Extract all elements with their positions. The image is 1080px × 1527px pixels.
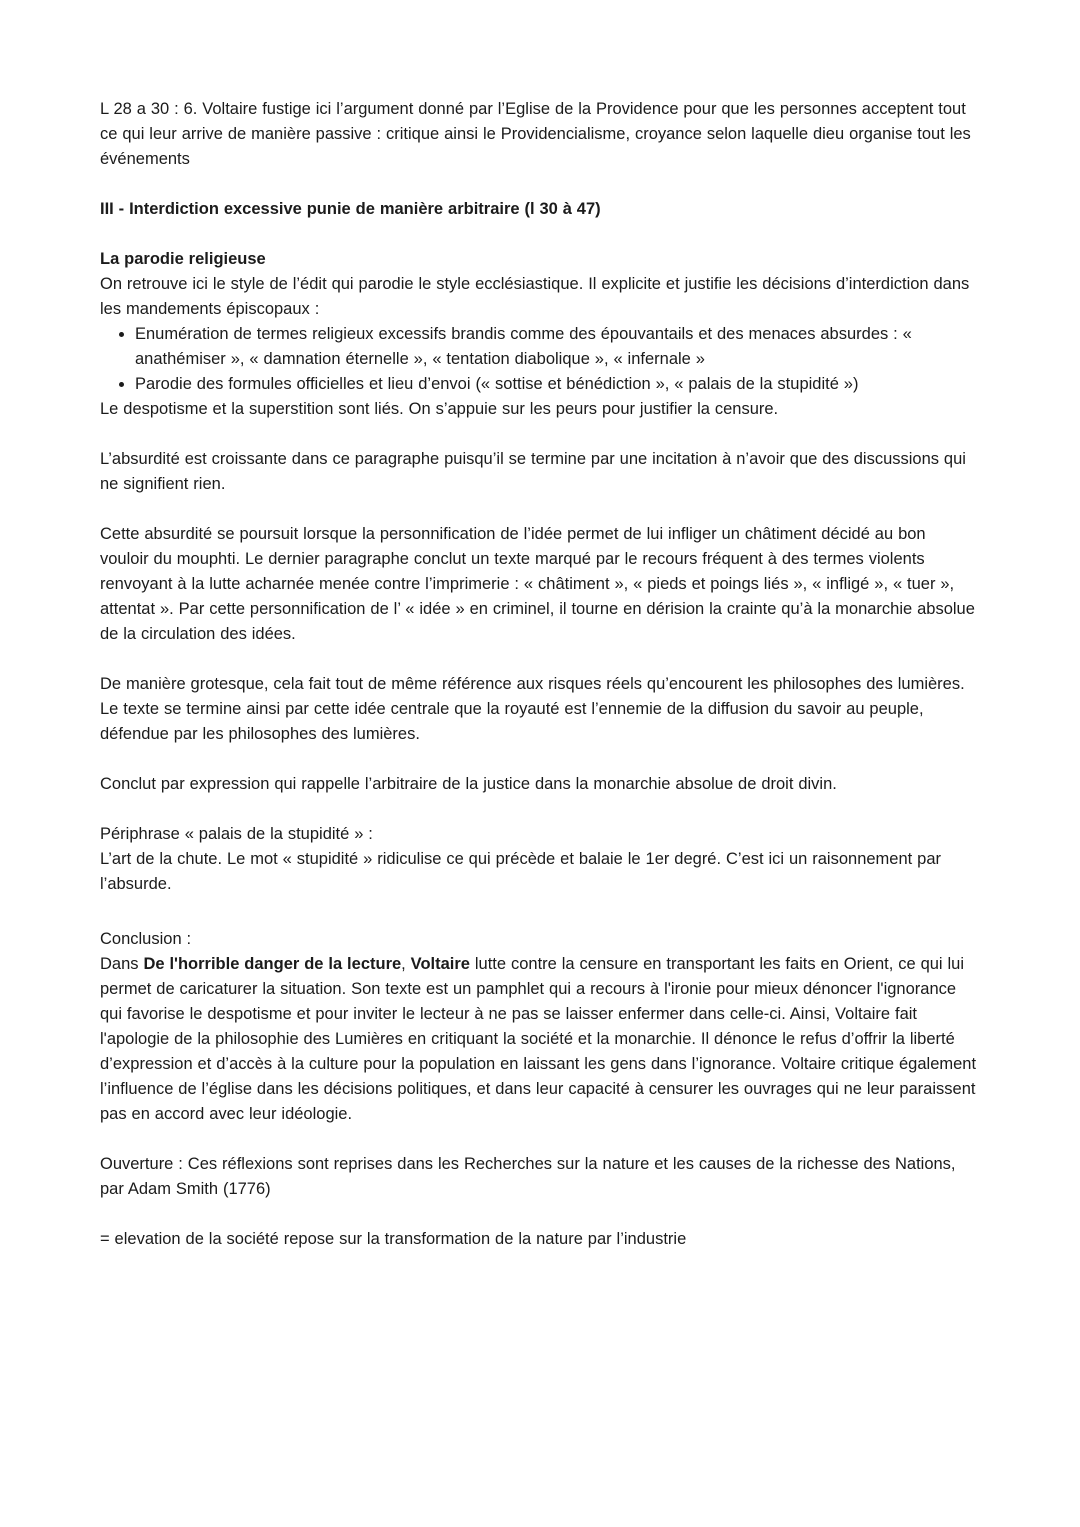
line-reference-note: L 28 a 30 : 6. Voltaire fustige ici l’argument donné par l’Eglise de la Providence pour que les personnes acceptent tout ce qui leur arrive de manière passive : critique ainsi le Providencialisme, croyance selon laquelle dieu organise tout les événements	[100, 100, 971, 168]
conclusion-section	[100, 927, 977, 1127]
section-heading: III - Interdiction excessive punie de manière arbitraire (l 30 à 47)	[100, 200, 601, 218]
bullet-item-enumeration: • Enumération de termes religieux excessifs brandis comme des épouvantails et des menaces absurdes : « anathémiser », « damnation éternelle », « tentation diabolique », « infernale »	[135, 322, 977, 372]
ouverture-paragraph: Ouverture : Ces réflexions sont reprises dans les Recherches sur la nature et les causes de la richesse des Nations, par Adam Smith (1776)	[100, 1155, 956, 1198]
periphrase-body: L’art de la chute. Le mot « stupidité » ridiculise ce qui précède et balaie le 1er degré. C’est ici un raisonnement par l’absurde.	[100, 850, 941, 893]
parodie-bullet-list	[100, 322, 977, 397]
despotisme-line: Le despotisme et la superstition sont liés. On s’appuie sur les peurs pour justifier la censure.	[100, 400, 779, 418]
conclusion-text-segment: lutte contre la censure en transportant les faits en Orient, ce qui lui permet de caricaturer la situation. Son texte est un pamphlet qui a recours à l'ironie pour mieux dénoncer l'ignorance qui favorise le despotisme et pour inviter le lecteur à ne pas se laisser enfermer dans celle-ci. Ainsi, Voltaire fait l'apologie de la philosophie des Lumières en critiquant la société et la monarchie. Il dénonce le refus d’offrir la liberté d’expression et d’accès à la culture pour la population en laissant les gens dans l’ignorance. Voltaire critique également l’influence de l’église dans les décisions politiques, et dans leur capacité à censurer les ouvrages qui ne leur paraissent pas en accord avec leur idéologie.	[100, 955, 977, 1123]
elevation-line: = elevation de la société repose sur la transformation de la nature par l’industrie	[100, 1230, 687, 1248]
periphrase-section	[100, 822, 977, 897]
parodie-lead-text: On retrouve ici le style de l’édit qui parodie le style ecclésiastique. Il explicite et justifie les décisions d’interdiction dans les mandements épiscopaux :	[100, 275, 970, 318]
conclusion-work-title: De l'horrible danger de la lecture	[143, 955, 402, 973]
conclusion-text-segment: ,	[401, 955, 411, 973]
conclusion-author-name: Voltaire	[410, 955, 470, 973]
subsection-title: La parodie religieuse	[100, 250, 266, 268]
chatiment-paragraph: Cette absurdité se poursuit lorsque la personnification de l’idée permet de lui infliger un châtiment décidé au bon vouloir du mouphti. Le dernier paragraphe conclut un texte marqué par le recours fréquent à des termes violents renvoyant à la lutte acharnée menée contre l’imprimerie : « châtiment », « pieds et poings liés », « infligé », « tuer », attentat ». Par cette personnification de l’ « idée » en criminel, il tourne en dérision la crainte qu’à la monarchie absolue de la circulation des idées.	[100, 525, 975, 643]
conclusion-paragraph	[100, 952, 977, 1127]
parodie-religieuse-section	[100, 247, 977, 422]
conclusion-text-segment: Dans	[100, 955, 144, 973]
absurdite-croissante-paragraph: L’absurdité est croissante dans ce paragraphe puisqu’il se termine par une incitation à n’avoir que des discussions qui ne signifient rien.	[100, 450, 966, 493]
grotesque-paragraph: De manière grotesque, cela fait tout de même référence aux risques réels qu’encourent les philosophes des lumières. Le texte se termine ainsi par cette idée centrale que la royauté est l’ennemie de la diffusion du savoir au peuple, défendue par les philosophes des lumières.	[100, 675, 965, 743]
conclut-droit-divin-paragraph: Conclut par expression qui rappelle l’arbitraire de la justice dans la monarchie absolue de droit divin.	[100, 775, 837, 793]
conclusion-label: Conclusion :	[100, 930, 192, 948]
bullet-item-parodie-formules: • Parodie des formules officielles et lieu d’envoi (« sottise et bénédiction », « palais de la stupidité »)	[135, 372, 977, 397]
periphrase-label: Périphrase « palais de la stupidité » :	[100, 825, 373, 843]
